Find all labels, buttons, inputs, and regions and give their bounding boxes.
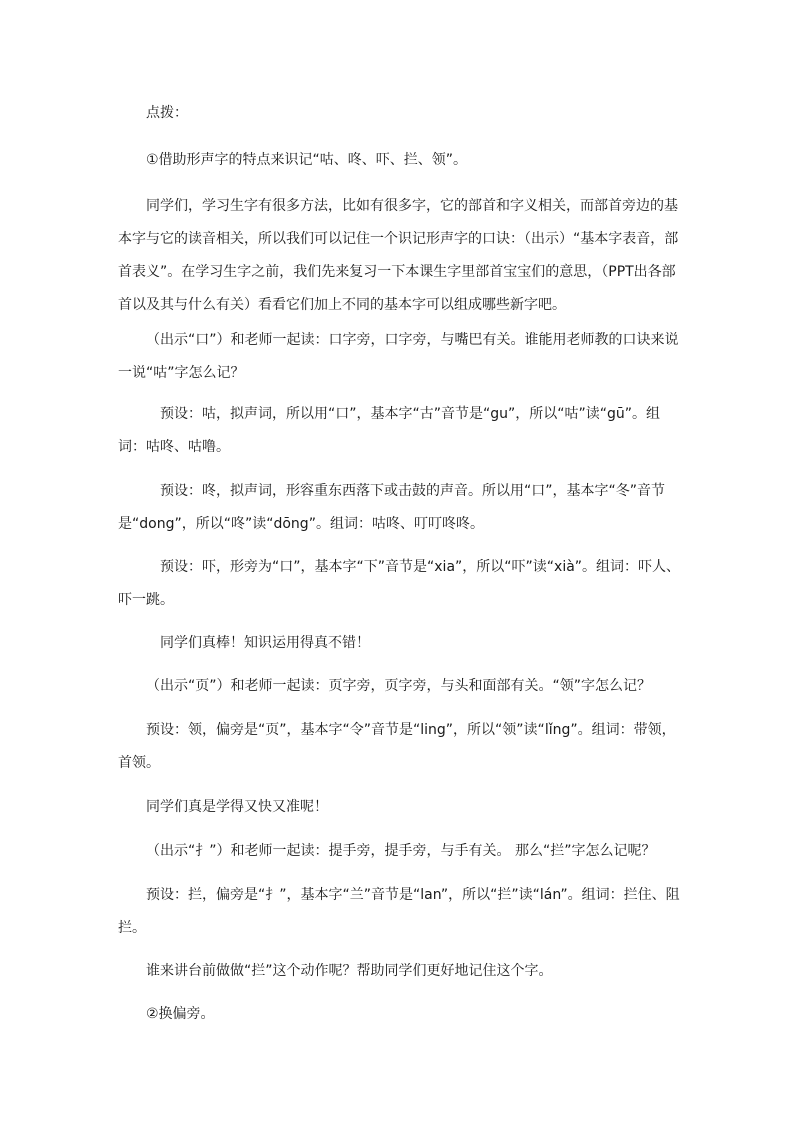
paragraph-text: 预设：拦，偏旁是“扌”，基本字“兰”音节是“lan”，所以“拦”读“lán”。组词：拦住、阻拦。 bbox=[118, 887, 680, 936]
paragraph-text: ①借助形声字的特点来识记“咕、咚、吓、拦、领”。 bbox=[146, 152, 468, 168]
paragraph-preset-ling bbox=[118, 714, 684, 780]
paragraph-action-prompt bbox=[118, 955, 684, 988]
paragraph-text: （出示“页”）和老师一起读：页字旁，页字旁，与头和面部有关。“领”字怎么记？ bbox=[146, 678, 652, 694]
paragraph-text: 预设：吓，形旁为“口”，基本字“下”音节是“xia”，所以“吓”读“xià”。组词：吓人、吓一跳。 bbox=[118, 559, 681, 608]
paragraph-method-1 bbox=[118, 144, 684, 177]
paragraph-method-2 bbox=[118, 998, 684, 1031]
paragraph-text: （出示“口”）和老师一起读：口字旁，口字旁，与嘴巴有关。谁能用老师教的口诀来说一说“咕”字怎么记？ bbox=[118, 332, 679, 381]
paragraph-text: ②换偏旁。 bbox=[146, 1006, 215, 1022]
paragraph-text: 谁来讲台前做做“拦”这个动作呢？帮助同学们更好地记住这个字。 bbox=[146, 963, 553, 979]
paragraph-preset-lan bbox=[118, 879, 684, 945]
paragraph-text: 同学们真是学得又快又准呢！ bbox=[146, 799, 328, 815]
paragraph-text: 同学们，学习生字有很多方法，比如有很多字，它的部首和字义相关，而部首旁边的基本字与它的读音相关，所以我们可以记住一个识记形声字的口诀：（出示）“基本字表音，部首表义”。在学习生字之前，我们先来复习一下本课生字里部首宝宝们的意思，（PPT出各部首以及其与什么有关）看看它们加上不同的基本字可以组成哪些新字吧。 bbox=[118, 198, 679, 313]
paragraph-kou-radical bbox=[118, 324, 684, 390]
paragraph-praise-1 bbox=[118, 627, 684, 660]
paragraph-text: 预设：咚，拟声词，形容重东西落下或击鼓的声音。所以用“口”，基本字“冬”音节是“dong”，所以“咚”读“dōng”。组词：咕咚、叮叮咚咚。 bbox=[118, 483, 666, 532]
paragraph-shou-radical bbox=[118, 835, 684, 868]
paragraph-intro bbox=[118, 190, 684, 322]
paragraph-text: （出示“扌”）和老师一起读：提手旁，提手旁，与手有关。 那么“拦”字怎么记呢？ bbox=[146, 843, 656, 859]
paragraph-text: 预设：咕，拟声词，所以用“口”，基本字“古”音节是“gu”，所以“咕”读“gū”。组词：咕咚、咕噜。 bbox=[118, 406, 661, 455]
paragraph-text: 同学们真棒！知识运用得真不错！ bbox=[160, 635, 370, 651]
paragraph-praise-2 bbox=[118, 791, 684, 824]
paragraph-hint-heading bbox=[118, 97, 684, 130]
paragraph-preset-gu bbox=[118, 398, 684, 464]
paragraph-text: 预设：领，偏旁是“页”，基本字“令”音节是“ling”，所以“领”读“lǐng”。组词：带领，首领。 bbox=[118, 722, 676, 771]
paragraph-text: 点拨： bbox=[146, 105, 188, 121]
paragraph-ye-radical bbox=[118, 670, 684, 703]
paragraph-preset-dong bbox=[118, 475, 684, 541]
paragraph-preset-xia bbox=[118, 551, 684, 617]
